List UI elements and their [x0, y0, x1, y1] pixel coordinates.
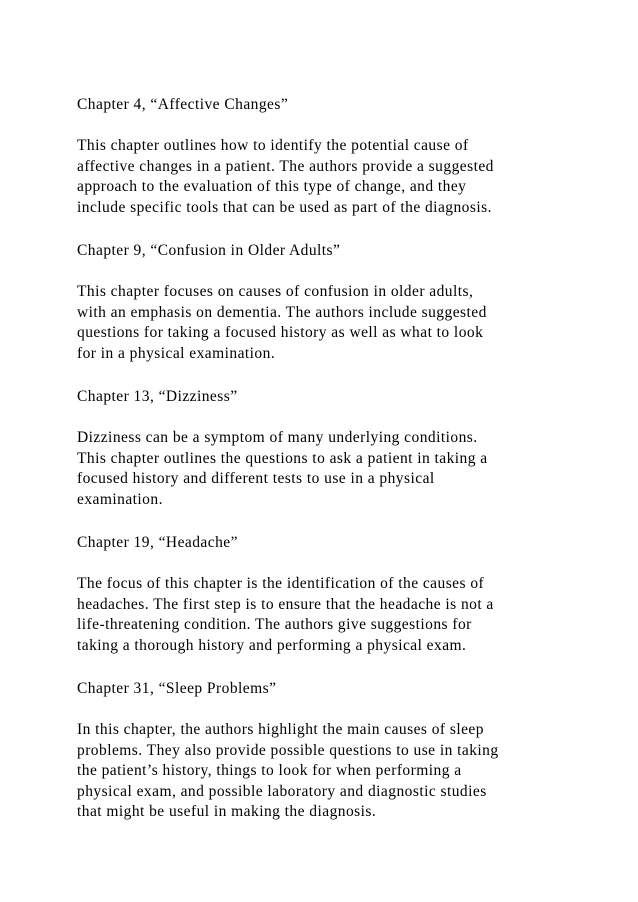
text-line: include specific tools that can be used as part of the diagnosis. — [77, 198, 492, 216]
chapter-heading: Chapter 13, “Dizziness” — [77, 388, 238, 405]
chapter-4-section — [77, 95, 597, 218]
text-line: that might be useful in making the diagnosis. — [77, 803, 377, 820]
text-line: examination. — [77, 490, 163, 508]
text-line: affective changes in a patient. The authors provide a suggested — [77, 157, 494, 175]
chapter-19-section — [77, 533, 597, 656]
text-line: the patient’s history, things to look for when performing a — [77, 762, 462, 779]
chapter-heading: Chapter 19, “Headache” — [77, 534, 238, 551]
chapter-summary — [77, 282, 597, 364]
chapter-summary — [77, 574, 597, 656]
chapter-summary — [77, 428, 597, 510]
text-line: focused history and different tests to use in a physical — [77, 470, 435, 487]
chapter-9-section — [77, 241, 597, 364]
text-line: problems. They also provide possible questions to use in taking — [77, 741, 499, 759]
chapter-heading: Chapter 4, “Affective Changes” — [77, 96, 289, 113]
text-line: with an emphasis on dementia. The authors include suggested — [77, 303, 487, 321]
chapter-heading: Chapter 9, “Confusion in Older Adults” — [77, 242, 341, 259]
text-line: for in a physical examination. — [77, 344, 276, 362]
text-line: This chapter focuses on causes of confusion in older adults, — [77, 283, 474, 300]
text-line: The focus of this chapter is the identification of the causes of — [77, 575, 485, 592]
chapter-31-section — [77, 679, 597, 823]
chapter-summary — [77, 136, 597, 218]
document-body — [77, 95, 597, 846]
text-line: In this chapter, the authors highlight the main causes of sleep — [77, 721, 484, 738]
text-line: This chapter outlines the questions to ask a patient in taking a — [77, 449, 488, 467]
text-line: physical exam, and possible laboratory and diagnostic studies — [77, 782, 487, 800]
text-line: This chapter outlines how to identify the potential cause of — [77, 137, 469, 154]
text-line: taking a thorough history and performing a physical exam. — [77, 636, 467, 654]
text-line: Dizziness can be a symptom of many underlying conditions. — [77, 429, 478, 446]
chapter-summary — [77, 720, 597, 823]
text-line: questions for taking a focused history as well as what to look — [77, 324, 484, 341]
text-line: approach to the evaluation of this type of change, and they — [77, 178, 467, 195]
chapter-13-section — [77, 387, 597, 510]
text-line: headaches. The first step is to ensure that the headache is not a — [77, 595, 494, 613]
chapter-heading: Chapter 31, “Sleep Problems” — [77, 680, 277, 697]
text-line: life-threatening condition. The authors give suggestions for — [77, 616, 472, 633]
